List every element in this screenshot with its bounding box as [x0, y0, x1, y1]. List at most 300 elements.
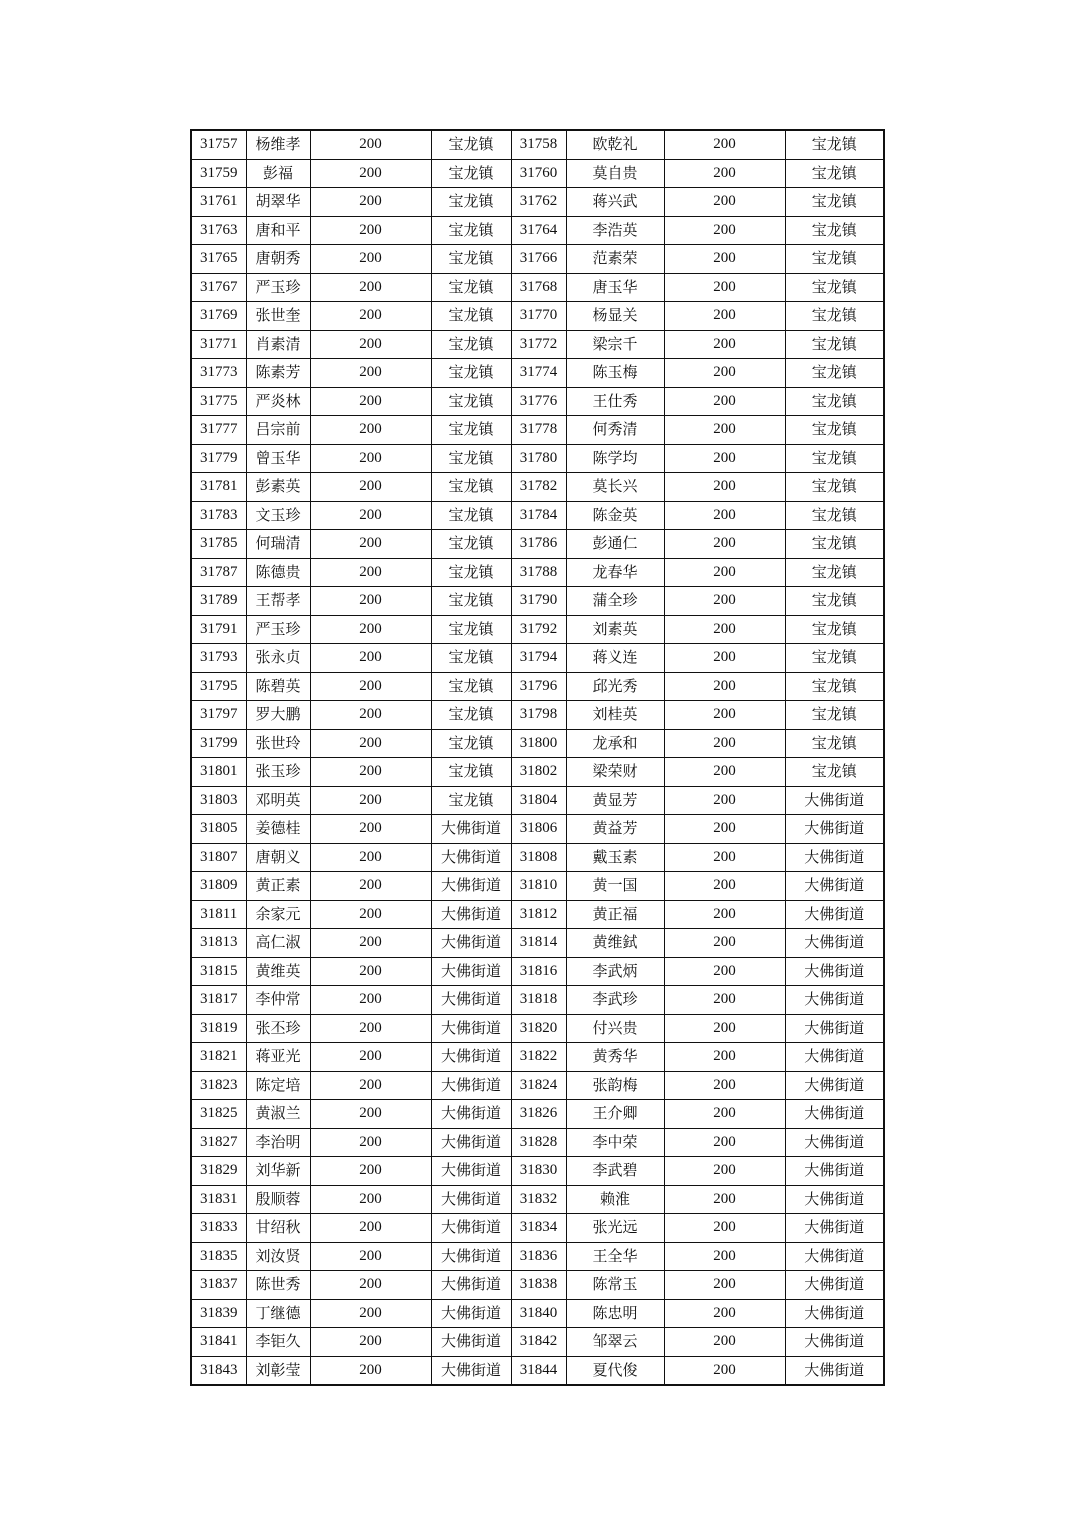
table-row — [191, 558, 884, 587]
table-row — [191, 1071, 884, 1100]
table-row — [191, 587, 884, 616]
table-row — [191, 900, 884, 929]
district-cell: 宝龙镇 — [431, 644, 511, 673]
district-cell: 大佛街道 — [431, 872, 511, 901]
person-name-cell: 王帮孝 — [246, 587, 310, 616]
record-id-cell: 31787 — [191, 558, 246, 587]
subsidy-amount-cell: 200 — [310, 872, 431, 901]
person-name-cell: 陈金英 — [566, 501, 664, 530]
district-cell: 宝龙镇 — [785, 444, 884, 473]
table-row — [191, 473, 884, 502]
record-id-cell: 31785 — [191, 530, 246, 559]
district-cell: 宝龙镇 — [785, 530, 884, 559]
district-cell: 大佛街道 — [431, 1071, 511, 1100]
subsidy-amount-cell: 200 — [664, 644, 785, 673]
record-id-cell: 31768 — [511, 273, 566, 302]
person-name-cell: 蒋兴武 — [566, 188, 664, 217]
person-name-cell: 唐朝义 — [246, 843, 310, 872]
subsidy-amount-cell: 200 — [664, 188, 785, 217]
district-cell: 宝龙镇 — [431, 245, 511, 274]
subsidy-amount-cell: 200 — [664, 1328, 785, 1357]
record-id-cell: 31776 — [511, 387, 566, 416]
record-id-cell: 31775 — [191, 387, 246, 416]
district-cell: 宝龙镇 — [431, 130, 511, 159]
district-cell: 宝龙镇 — [431, 701, 511, 730]
person-name-cell: 刘华新 — [246, 1157, 310, 1186]
person-name-cell: 高仁淑 — [246, 929, 310, 958]
record-id-cell: 31772 — [511, 330, 566, 359]
district-cell: 宝龙镇 — [785, 672, 884, 701]
district-cell: 宝龙镇 — [785, 216, 884, 245]
district-cell: 大佛街道 — [785, 1271, 884, 1300]
table-row — [191, 1299, 884, 1328]
person-name-cell: 蒲全珍 — [566, 587, 664, 616]
record-id-cell: 31834 — [511, 1214, 566, 1243]
person-name-cell: 黄秀华 — [566, 1043, 664, 1072]
record-id-cell: 31778 — [511, 416, 566, 445]
record-id-cell: 31821 — [191, 1043, 246, 1072]
record-id-cell: 31818 — [511, 986, 566, 1015]
table-row — [191, 986, 884, 1015]
subsidy-amount-cell: 200 — [664, 473, 785, 502]
district-cell: 宝龙镇 — [431, 587, 511, 616]
subsidy-amount-cell: 200 — [310, 1328, 431, 1357]
district-cell: 宝龙镇 — [785, 159, 884, 188]
record-id-cell: 31764 — [511, 216, 566, 245]
subsidy-amount-cell: 200 — [664, 929, 785, 958]
table-row — [191, 758, 884, 787]
district-cell: 大佛街道 — [785, 986, 884, 1015]
district-cell: 大佛街道 — [431, 1157, 511, 1186]
person-name-cell: 李浩英 — [566, 216, 664, 245]
person-name-cell: 黄一国 — [566, 872, 664, 901]
subsidy-amount-cell: 200 — [310, 473, 431, 502]
table-row — [191, 159, 884, 188]
district-cell: 宝龙镇 — [785, 473, 884, 502]
person-name-cell: 甘绍秋 — [246, 1214, 310, 1243]
subsidy-amount-cell: 200 — [664, 387, 785, 416]
person-name-cell: 李中荣 — [566, 1128, 664, 1157]
record-id-cell: 31832 — [511, 1185, 566, 1214]
subsidy-amount-cell: 200 — [310, 615, 431, 644]
district-cell: 宝龙镇 — [785, 701, 884, 730]
record-id-cell: 31825 — [191, 1100, 246, 1129]
district-cell: 大佛街道 — [431, 1014, 511, 1043]
subsidy-amount-cell: 200 — [664, 1043, 785, 1072]
record-id-cell: 31833 — [191, 1214, 246, 1243]
district-cell: 宝龙镇 — [431, 387, 511, 416]
district-cell: 大佛街道 — [785, 1128, 884, 1157]
person-name-cell: 肖素清 — [246, 330, 310, 359]
subsidy-amount-cell: 200 — [310, 929, 431, 958]
person-name-cell: 戴玉素 — [566, 843, 664, 872]
table-row — [191, 701, 884, 730]
table-row — [191, 530, 884, 559]
subsidy-amount-cell: 200 — [310, 1271, 431, 1300]
subsidy-amount-cell: 200 — [664, 1128, 785, 1157]
record-id-cell: 31779 — [191, 444, 246, 473]
district-cell: 大佛街道 — [785, 1185, 884, 1214]
person-name-cell: 梁宗千 — [566, 330, 664, 359]
district-cell: 大佛街道 — [785, 929, 884, 958]
person-name-cell: 黄正素 — [246, 872, 310, 901]
person-name-cell: 张世奎 — [246, 302, 310, 331]
district-cell: 宝龙镇 — [431, 530, 511, 559]
record-id-cell: 31837 — [191, 1271, 246, 1300]
person-name-cell: 王全华 — [566, 1242, 664, 1271]
record-id-cell: 31793 — [191, 644, 246, 673]
table-row — [191, 501, 884, 530]
record-id-cell: 31812 — [511, 900, 566, 929]
person-name-cell: 张永贞 — [246, 644, 310, 673]
subsidy-amount-cell: 200 — [664, 786, 785, 815]
subsidy-amount-cell: 200 — [664, 701, 785, 730]
record-id-cell: 31765 — [191, 245, 246, 274]
district-cell: 宝龙镇 — [785, 758, 884, 787]
district-cell: 宝龙镇 — [785, 359, 884, 388]
table-row — [191, 416, 884, 445]
district-cell: 大佛街道 — [431, 1328, 511, 1357]
subsidy-amount-cell: 200 — [664, 245, 785, 274]
record-id-cell: 31796 — [511, 672, 566, 701]
district-cell: 大佛街道 — [785, 815, 884, 844]
record-id-cell: 31805 — [191, 815, 246, 844]
person-name-cell: 李武炳 — [566, 957, 664, 986]
person-name-cell: 彭通仁 — [566, 530, 664, 559]
person-name-cell: 范素荣 — [566, 245, 664, 274]
district-cell: 宝龙镇 — [785, 330, 884, 359]
person-name-cell: 殷顺蓉 — [246, 1185, 310, 1214]
district-cell: 大佛街道 — [431, 1128, 511, 1157]
table-row — [191, 444, 884, 473]
district-cell: 大佛街道 — [431, 900, 511, 929]
record-id-cell: 31815 — [191, 957, 246, 986]
district-cell: 大佛街道 — [431, 1356, 511, 1385]
record-id-cell: 31842 — [511, 1328, 566, 1357]
subsidy-amount-cell: 200 — [310, 644, 431, 673]
person-name-cell: 李仲常 — [246, 986, 310, 1015]
record-id-cell: 31836 — [511, 1242, 566, 1271]
person-name-cell: 黄淑兰 — [246, 1100, 310, 1129]
district-cell: 宝龙镇 — [431, 302, 511, 331]
record-id-cell: 31820 — [511, 1014, 566, 1043]
record-id-cell: 31803 — [191, 786, 246, 815]
district-cell: 大佛街道 — [785, 1071, 884, 1100]
table-row — [191, 1356, 884, 1385]
record-id-cell: 31810 — [511, 872, 566, 901]
record-id-cell: 31826 — [511, 1100, 566, 1129]
subsidy-amount-cell: 200 — [310, 1043, 431, 1072]
record-id-cell: 31769 — [191, 302, 246, 331]
subsidy-amount-cell: 200 — [310, 815, 431, 844]
district-cell: 宝龙镇 — [431, 558, 511, 587]
district-cell: 宝龙镇 — [431, 501, 511, 530]
person-name-cell: 邹翠云 — [566, 1328, 664, 1357]
district-cell: 大佛街道 — [785, 786, 884, 815]
record-id-cell: 31813 — [191, 929, 246, 958]
record-id-cell: 31801 — [191, 758, 246, 787]
person-name-cell: 吕宗前 — [246, 416, 310, 445]
district-cell: 宝龙镇 — [785, 729, 884, 758]
person-name-cell: 张玉珍 — [246, 758, 310, 787]
subsidy-amount-cell: 200 — [310, 1299, 431, 1328]
person-name-cell: 刘桂英 — [566, 701, 664, 730]
person-name-cell: 张丕珍 — [246, 1014, 310, 1043]
person-name-cell: 陈常玉 — [566, 1271, 664, 1300]
table-row — [191, 729, 884, 758]
table-row — [191, 387, 884, 416]
table-row — [191, 615, 884, 644]
person-name-cell: 唐玉华 — [566, 273, 664, 302]
person-name-cell: 李钜久 — [246, 1328, 310, 1357]
subsidy-amount-cell: 200 — [310, 1014, 431, 1043]
district-cell: 宝龙镇 — [785, 587, 884, 616]
district-cell: 宝龙镇 — [785, 188, 884, 217]
person-name-cell: 龙承和 — [566, 729, 664, 758]
district-cell: 宝龙镇 — [431, 216, 511, 245]
table-row — [191, 130, 884, 159]
subsidy-amount-cell: 200 — [310, 359, 431, 388]
person-name-cell: 蒋义连 — [566, 644, 664, 673]
district-cell: 大佛街道 — [785, 872, 884, 901]
record-id-cell: 31767 — [191, 273, 246, 302]
record-id-cell: 31831 — [191, 1185, 246, 1214]
record-id-cell: 31843 — [191, 1356, 246, 1385]
subsidy-amount-cell: 200 — [664, 302, 785, 331]
record-id-cell: 31838 — [511, 1271, 566, 1300]
district-cell: 大佛街道 — [431, 1043, 511, 1072]
table-row — [191, 815, 884, 844]
person-name-cell: 陈世秀 — [246, 1271, 310, 1300]
subsidy-amount-cell: 200 — [664, 1214, 785, 1243]
subsidy-amount-cell: 200 — [310, 986, 431, 1015]
record-id-cell: 31811 — [191, 900, 246, 929]
subsidy-amount-cell: 200 — [310, 729, 431, 758]
table-row — [191, 1185, 884, 1214]
district-cell: 大佛街道 — [431, 1242, 511, 1271]
person-name-cell: 黄显芳 — [566, 786, 664, 815]
table-row — [191, 188, 884, 217]
table-row — [191, 1043, 884, 1072]
subsidy-amount-cell: 200 — [664, 1157, 785, 1186]
table-row — [191, 359, 884, 388]
district-cell: 宝龙镇 — [431, 672, 511, 701]
district-cell: 大佛街道 — [431, 1185, 511, 1214]
district-cell: 大佛街道 — [785, 1328, 884, 1357]
subsidy-amount-cell: 200 — [310, 701, 431, 730]
subsidy-amount-cell: 200 — [310, 330, 431, 359]
district-cell: 宝龙镇 — [431, 330, 511, 359]
person-name-cell: 王仕秀 — [566, 387, 664, 416]
subsidy-amount-cell: 200 — [664, 1100, 785, 1129]
record-id-cell: 31814 — [511, 929, 566, 958]
record-id-cell: 31830 — [511, 1157, 566, 1186]
person-name-cell: 胡翠华 — [246, 188, 310, 217]
record-id-cell: 31819 — [191, 1014, 246, 1043]
table-row — [191, 1157, 884, 1186]
district-cell: 大佛街道 — [785, 957, 884, 986]
person-name-cell: 李武碧 — [566, 1157, 664, 1186]
person-name-cell: 刘素英 — [566, 615, 664, 644]
record-id-cell: 31788 — [511, 558, 566, 587]
subsidy-amount-cell: 200 — [664, 1185, 785, 1214]
record-id-cell: 31816 — [511, 957, 566, 986]
record-id-cell: 31770 — [511, 302, 566, 331]
table-row — [191, 1242, 884, 1271]
district-cell: 大佛街道 — [785, 1242, 884, 1271]
person-name-cell: 曾玉华 — [246, 444, 310, 473]
district-cell: 大佛街道 — [785, 900, 884, 929]
subsidy-amount-cell: 200 — [310, 302, 431, 331]
district-cell: 宝龙镇 — [785, 387, 884, 416]
district-cell: 宝龙镇 — [431, 615, 511, 644]
district-cell: 宝龙镇 — [431, 359, 511, 388]
table-row — [191, 273, 884, 302]
district-cell: 宝龙镇 — [431, 188, 511, 217]
person-name-cell: 邱光秀 — [566, 672, 664, 701]
record-id-cell: 31804 — [511, 786, 566, 815]
district-cell: 宝龙镇 — [785, 501, 884, 530]
person-name-cell: 陈定培 — [246, 1071, 310, 1100]
subsidy-amount-cell: 200 — [310, 672, 431, 701]
record-id-cell: 31827 — [191, 1128, 246, 1157]
person-name-cell: 张世玲 — [246, 729, 310, 758]
person-name-cell: 莫长兴 — [566, 473, 664, 502]
person-name-cell: 刘汝贤 — [246, 1242, 310, 1271]
table-row — [191, 843, 884, 872]
record-id-cell: 31802 — [511, 758, 566, 787]
subsidy-amount-cell: 200 — [664, 872, 785, 901]
subsidy-amount-cell: 200 — [664, 729, 785, 758]
district-cell: 宝龙镇 — [785, 558, 884, 587]
record-id-cell: 31828 — [511, 1128, 566, 1157]
subsidy-amount-cell: 200 — [310, 558, 431, 587]
subsidy-amount-cell: 200 — [664, 359, 785, 388]
person-name-cell: 唐朝秀 — [246, 245, 310, 274]
district-cell: 大佛街道 — [785, 1100, 884, 1129]
person-name-cell: 付兴贵 — [566, 1014, 664, 1043]
subsidy-amount-cell: 200 — [664, 444, 785, 473]
district-cell: 大佛街道 — [785, 1356, 884, 1385]
record-id-cell: 31782 — [511, 473, 566, 502]
subsidy-amount-cell: 200 — [310, 159, 431, 188]
person-name-cell: 黄正福 — [566, 900, 664, 929]
table-row — [191, 672, 884, 701]
record-id-cell: 31806 — [511, 815, 566, 844]
person-name-cell: 陈学均 — [566, 444, 664, 473]
subsidy-amount-cell: 200 — [664, 130, 785, 159]
subsidy-amount-cell: 200 — [310, 188, 431, 217]
person-name-cell: 李武珍 — [566, 986, 664, 1015]
record-id-cell: 31774 — [511, 359, 566, 388]
table-row — [191, 330, 884, 359]
person-name-cell: 何瑞清 — [246, 530, 310, 559]
person-name-cell: 龙春华 — [566, 558, 664, 587]
record-id-cell: 31783 — [191, 501, 246, 530]
subsidy-amount-cell: 200 — [310, 786, 431, 815]
subsidy-amount-cell: 200 — [664, 416, 785, 445]
subsidy-amount-cell: 200 — [310, 900, 431, 929]
district-cell: 大佛街道 — [431, 843, 511, 872]
table-row — [191, 957, 884, 986]
subsidy-amount-cell: 200 — [310, 216, 431, 245]
record-id-cell: 31807 — [191, 843, 246, 872]
subsidy-amount-cell: 200 — [310, 530, 431, 559]
person-name-cell: 唐和平 — [246, 216, 310, 245]
record-id-cell: 31822 — [511, 1043, 566, 1072]
person-name-cell: 刘彰莹 — [246, 1356, 310, 1385]
district-cell: 大佛街道 — [785, 1214, 884, 1243]
person-name-cell: 严炎林 — [246, 387, 310, 416]
record-id-cell: 31817 — [191, 986, 246, 1015]
district-cell: 大佛街道 — [785, 1043, 884, 1072]
district-cell: 宝龙镇 — [431, 444, 511, 473]
district-cell: 宝龙镇 — [785, 245, 884, 274]
record-id-cell: 31844 — [511, 1356, 566, 1385]
subsidy-amount-cell: 200 — [664, 558, 785, 587]
record-id-cell: 31794 — [511, 644, 566, 673]
record-id-cell: 31798 — [511, 701, 566, 730]
person-name-cell: 杨显关 — [566, 302, 664, 331]
subsidy-amount-cell: 200 — [664, 587, 785, 616]
subsidy-amount-cell: 200 — [664, 1271, 785, 1300]
record-id-cell: 31773 — [191, 359, 246, 388]
person-name-cell: 杨维孝 — [246, 130, 310, 159]
person-name-cell: 莫自贵 — [566, 159, 664, 188]
subsidy-amount-cell: 200 — [664, 1242, 785, 1271]
person-name-cell: 张光远 — [566, 1214, 664, 1243]
record-id-cell: 31840 — [511, 1299, 566, 1328]
district-cell: 宝龙镇 — [431, 729, 511, 758]
record-id-cell: 31758 — [511, 130, 566, 159]
record-id-cell: 31766 — [511, 245, 566, 274]
district-cell: 宝龙镇 — [431, 416, 511, 445]
district-cell: 宝龙镇 — [431, 473, 511, 502]
person-name-cell: 严玉珍 — [246, 273, 310, 302]
record-id-cell: 31790 — [511, 587, 566, 616]
table-row — [191, 1214, 884, 1243]
person-name-cell: 黄维鉽 — [566, 929, 664, 958]
person-name-cell: 黄益芳 — [566, 815, 664, 844]
person-name-cell: 姜德桂 — [246, 815, 310, 844]
subsidy-amount-cell: 200 — [664, 900, 785, 929]
table-row — [191, 1128, 884, 1157]
record-id-cell: 31835 — [191, 1242, 246, 1271]
table-row — [191, 1100, 884, 1129]
district-cell: 大佛街道 — [431, 1271, 511, 1300]
person-name-cell: 何秀清 — [566, 416, 664, 445]
subsidy-amount-cell: 200 — [310, 1128, 431, 1157]
record-id-cell: 31786 — [511, 530, 566, 559]
subsidy-amount-cell: 200 — [664, 672, 785, 701]
subsidy-amount-cell: 200 — [310, 273, 431, 302]
record-id-cell: 31841 — [191, 1328, 246, 1357]
record-id-cell: 31809 — [191, 872, 246, 901]
subsidy-amount-cell: 200 — [310, 587, 431, 616]
record-id-cell: 31791 — [191, 615, 246, 644]
record-id-cell: 31789 — [191, 587, 246, 616]
subsidy-amount-cell: 200 — [310, 1157, 431, 1186]
person-name-cell: 严玉珍 — [246, 615, 310, 644]
person-name-cell: 丁继德 — [246, 1299, 310, 1328]
district-cell: 宝龙镇 — [431, 758, 511, 787]
table-row — [191, 786, 884, 815]
table-row — [191, 872, 884, 901]
person-name-cell: 黄维英 — [246, 957, 310, 986]
district-cell: 大佛街道 — [431, 957, 511, 986]
person-name-cell: 陈素芳 — [246, 359, 310, 388]
record-id-cell: 31759 — [191, 159, 246, 188]
